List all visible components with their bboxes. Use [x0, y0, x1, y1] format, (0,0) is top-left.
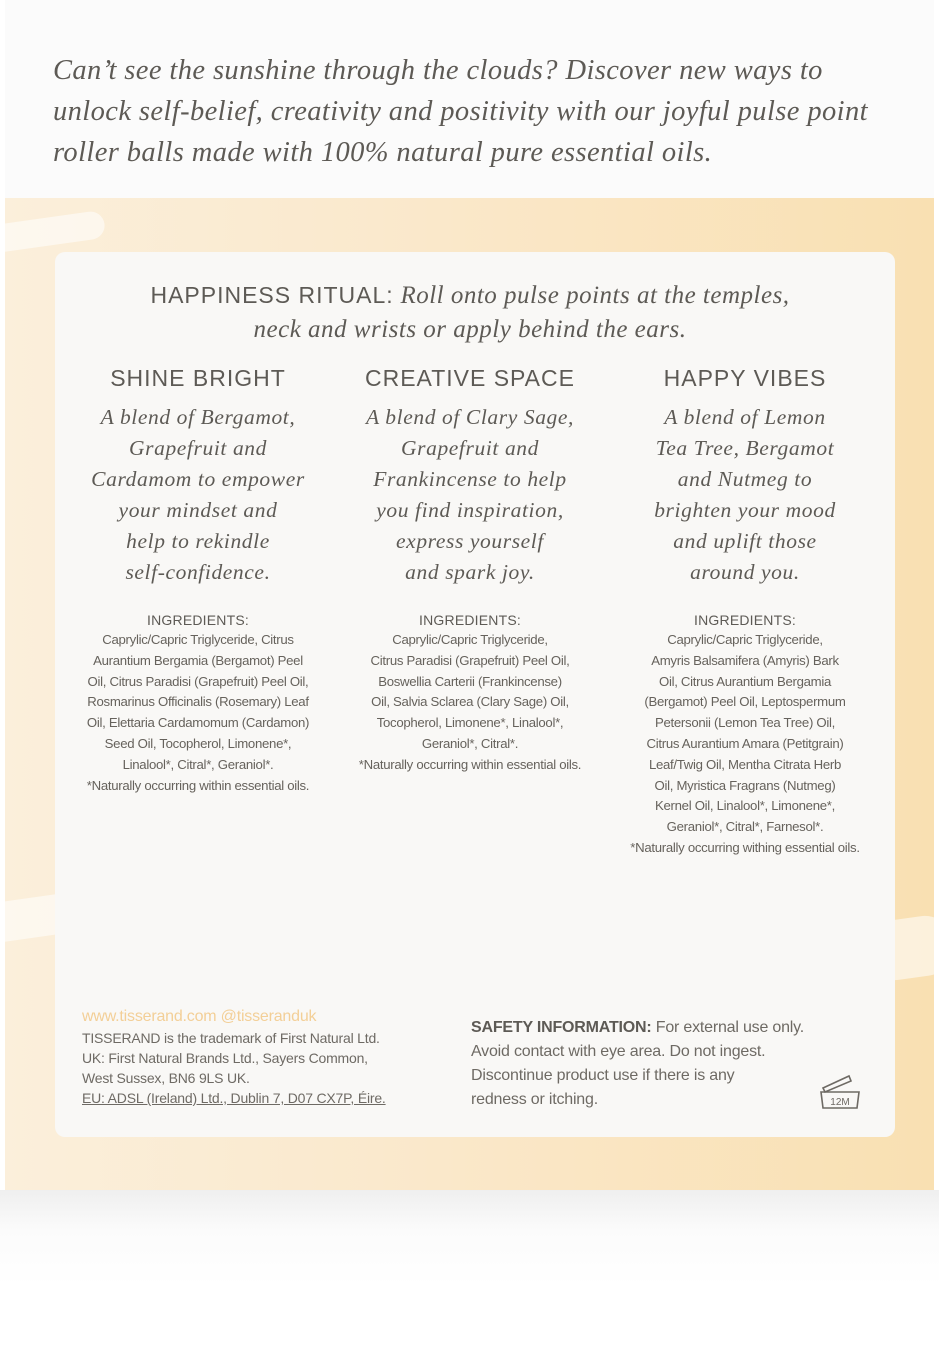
- ritual-heading: HAPPINESS RITUAL:: [150, 282, 394, 308]
- ingredients-list: Caprylic/Capric Triglyceride, Citrus Paradisi (Grapefruit) Peel Oil, Boswellia Carterii (Frankincense) Oil, Salvia Sclarea (Clary Sage) Oil, Tocopherol, Limonene*, Linalool*, Geraniol*, Citral*. *Naturally occurring within essential oils.: [358, 632, 582, 772]
- safety-text-1: For external use only.: [651, 1019, 805, 1036]
- product-title: HAPPY VIBES: [663, 365, 827, 391]
- address-line-2: West Sussex, BN6 9LS UK.: [82, 1070, 250, 1086]
- product-title: SHINE BRIGHT: [110, 365, 286, 391]
- intro-panel: [5, 0, 934, 198]
- product-happy-vibes: [610, 358, 880, 859]
- safety-line-1: [471, 1016, 821, 1040]
- pao-label: 12M: [830, 1097, 850, 1108]
- happiness-ritual: [50, 278, 890, 347]
- ingredients-list: Caprylic/Capric Triglyceride, Citrus Aurantium Bergamia (Bergamot) Peel Oil, Citrus Paradisi (Grapefruit) Peel Oil, Rosmarinus Officinalis (Rosemary) Leaf Oil, Elettaria Cardamomum (Cardamon) Seed Oil, Tocopherol, Limonene*, Linalool*, Citral*, Geraniol*. *Naturally occurring within essential oils.: [86, 632, 310, 793]
- ingredients-heading: INGREDIENTS:: [694, 612, 796, 628]
- ritual-text-1: Roll onto pulse points at the temples,: [400, 282, 790, 309]
- product-creative-space: [335, 358, 605, 776]
- ritual-line-1: [50, 278, 890, 313]
- address-eu: EU: ADSL (Ireland) Ltd., Dublin 7, D07 CX7P, Éire.: [82, 1090, 386, 1106]
- company-info: [82, 1006, 412, 1108]
- open-jar-icon: [815, 1072, 865, 1112]
- ingredients-heading: INGREDIENTS:: [147, 612, 249, 628]
- product-description: A blend of Lemon Tea Tree, Bergamot and Nutmeg to brighten your mood and uplift those around you.: [654, 405, 836, 584]
- safety-text-3: Discontinue product use if there is any: [471, 1067, 735, 1084]
- safety-text-2: Avoid contact with eye area. Do not ingest.: [471, 1043, 766, 1060]
- trademark-text: TISSERAND is the trademark of First Natural Ltd.: [82, 1030, 380, 1046]
- safety-heading: SAFETY INFORMATION:: [471, 1019, 652, 1036]
- product-description: A blend of Bergamot, Grapefruit and Cardamom to empower your mindset and help to rekindle self-confidence.: [91, 405, 305, 584]
- ingredients-list: Caprylic/Capric Triglyceride, Amyris Balsamifera (Amyris) Bark Oil, Citrus Aurantium Bergamia (Bergamot) Peel Oil, Leptospermum Petersonii (Lemon Tea Tree) Oil, Citrus Aurantium Amara (Petitgrain) Leaf/Twig Oil, Mentha Citrata Herb Oil, Myristica Fragrans (Nutmeg) Kernel Oil, Linalool*, Limonene*, Geraniol*, Citral*, Farnesol*. *Naturally occurring withing essential oils.: [630, 632, 860, 855]
- intro-text: Can’t see the sunshine through the clouds? Discover new ways to unlock self-belief, creativity and positivity with our joyful pulse point roller balls made with 100% natural pure essential oils.: [53, 55, 868, 168]
- brush-stroke: [5, 210, 106, 254]
- safety-text-4: redness or itching.: [471, 1091, 598, 1108]
- product-title: CREATIVE SPACE: [365, 365, 575, 391]
- address-line-1: UK: First Natural Brands Ltd., Sayers Common,: [82, 1050, 368, 1066]
- product-description: A blend of Clary Sage, Grapefruit and Frankincense to help you find inspiration, express yourself and spark joy.: [365, 405, 575, 584]
- ingredients-heading: INGREDIENTS:: [419, 612, 521, 628]
- ritual-text-2: neck and wrists or apply behind the ears.: [253, 316, 687, 343]
- product-shine-bright: [63, 358, 333, 796]
- surface-reflection: [0, 1190, 939, 1350]
- website-link: www.tisserand.com @tisseranduk: [82, 1008, 317, 1025]
- safety-information: [471, 1016, 821, 1112]
